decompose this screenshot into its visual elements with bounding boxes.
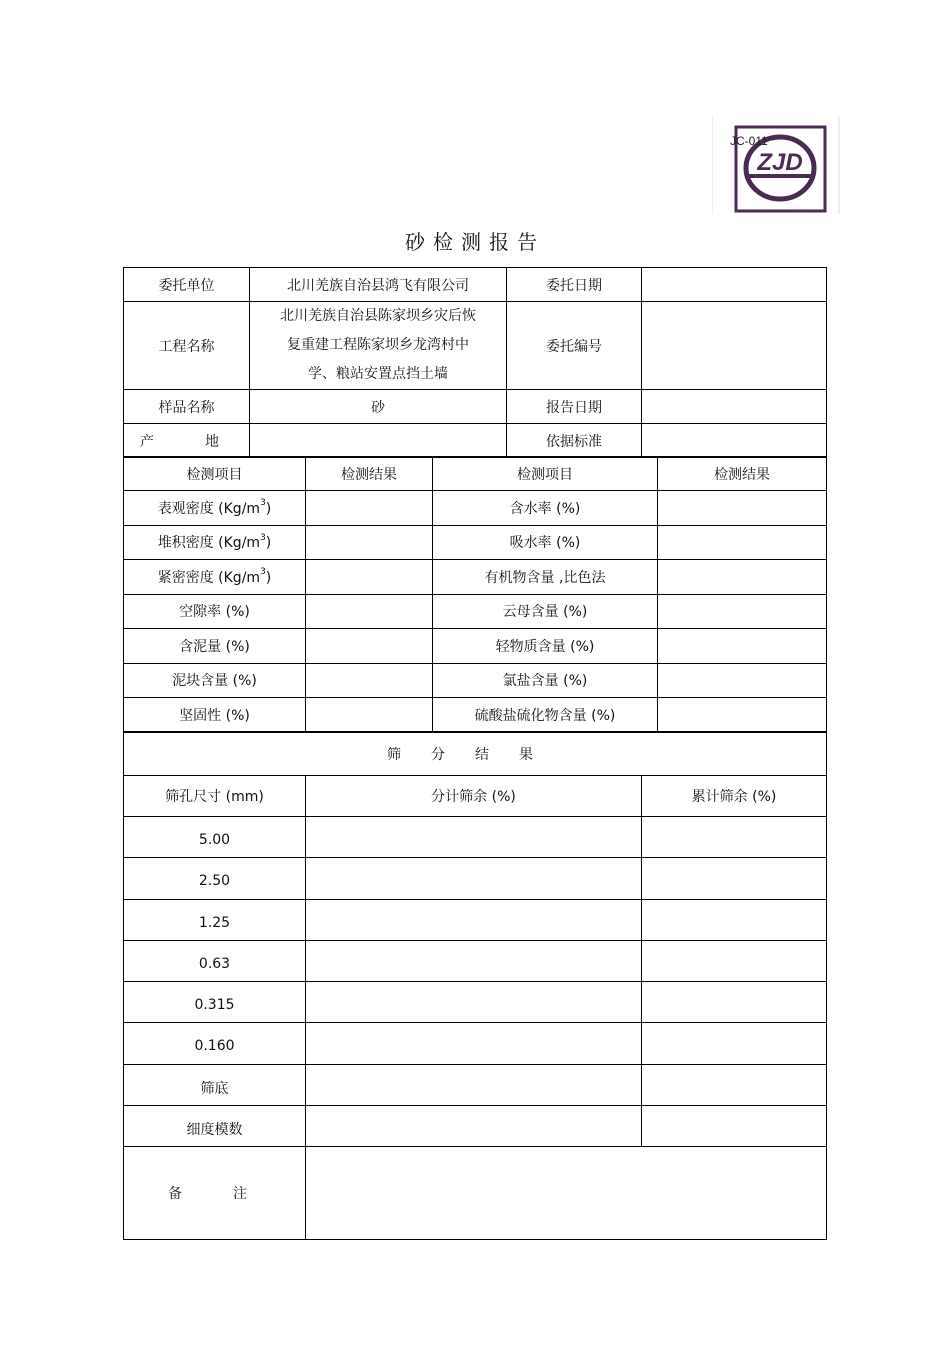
tests-table <box>123 456 827 733</box>
test-item-left: 空隙率 (%) <box>124 594 306 629</box>
table-row <box>124 525 827 560</box>
test-result-right <box>658 594 827 629</box>
sieve-size: 0.160 <box>124 1023 306 1064</box>
table-row <box>124 663 827 698</box>
test-item-right: 轻物质含量 (%) <box>433 629 658 664</box>
sieve-size: 5.00 <box>124 817 306 858</box>
test-result-left <box>306 491 433 526</box>
test-item-left: 坚固性 (%) <box>124 698 306 733</box>
sample-value: 砂 <box>250 390 507 424</box>
client-value: 北川羌族自治县鸿飞有限公司 <box>250 268 507 302</box>
test-item-right: 含水率 (%) <box>433 491 658 526</box>
remarks-label: 备 注 <box>124 1147 306 1240</box>
project-value <box>250 302 507 390</box>
table-row <box>124 698 827 733</box>
remarks-value <box>306 1147 827 1240</box>
form-code: JC-011 <box>730 134 768 148</box>
partial-residue-value <box>306 982 642 1023</box>
company-logo-icon <box>712 116 840 214</box>
test-result-left <box>306 663 433 698</box>
fineness-modulus-label: 细度模数 <box>124 1105 306 1146</box>
cumulative-residue-value <box>642 940 827 981</box>
partial-residue-value <box>306 817 642 858</box>
project-line: 北川羌族自治县陈家坝乡灾后恢 <box>280 308 476 324</box>
info-table <box>123 267 827 458</box>
test-item-left: 表观密度 $(Kg/m^3)$ <box>124 491 306 526</box>
table-row <box>124 560 827 595</box>
col-sieve-size: 筛孔尺寸 (mm) <box>124 776 306 817</box>
test-item-left: 紧密密度 $(Kg/m^3)$ <box>124 560 306 595</box>
cumulative-residue-value <box>642 817 827 858</box>
col-cumulative-residue: 累计筛余 (%) <box>642 776 827 817</box>
table-row <box>124 940 827 981</box>
col-test-item: 检测项目 <box>433 457 658 491</box>
sample-label: 样品名称 <box>124 390 250 424</box>
cumulative-residue-value <box>642 858 827 899</box>
test-item-right: 有机物含量 ,比色法 <box>433 560 658 595</box>
sieve-size: 筛底 <box>124 1064 306 1105</box>
sieve-size: 2.50 <box>124 858 306 899</box>
cumulative-residue-value <box>642 1023 827 1064</box>
report-title: 砂检测报告 <box>405 230 545 254</box>
partial-residue-value <box>306 1064 642 1105</box>
test-result-right <box>658 663 827 698</box>
commission-date-label: 委托日期 <box>507 268 642 302</box>
commission-no-value <box>642 302 827 390</box>
svg-text:ZJD: ZJD <box>757 149 803 176</box>
commission-date-value <box>642 268 827 302</box>
table-row <box>124 629 827 664</box>
partial-residue-value <box>306 1023 642 1064</box>
test-result-left <box>306 629 433 664</box>
test-result-right <box>658 560 827 595</box>
table-row <box>124 858 827 899</box>
cumulative-residue-value <box>642 1064 827 1105</box>
cumulative-residue-value <box>642 899 827 940</box>
partial-residue-value <box>306 858 642 899</box>
table-row <box>124 1023 827 1064</box>
test-item-left: 堆积密度 $(Kg/m^3)$ <box>124 525 306 560</box>
col-test-item: 检测项目 <box>124 457 306 491</box>
fineness-modulus-value <box>306 1105 642 1146</box>
test-item-right: 云母含量 (%) <box>433 594 658 629</box>
test-result-right <box>658 698 827 733</box>
project-line: 学、粮站安置点挡土墙 <box>308 366 448 382</box>
col-test-result: 检测结果 <box>658 457 827 491</box>
test-result-left <box>306 525 433 560</box>
table-row <box>124 817 827 858</box>
client-label: 委托单位 <box>124 268 250 302</box>
origin-value <box>250 424 507 458</box>
test-result-right <box>658 525 827 560</box>
report-date-label: 报告日期 <box>507 390 642 424</box>
project-label: 工程名称 <box>124 302 250 390</box>
sieve-size: 1.25 <box>124 899 306 940</box>
sieve-title: 筛分结果 <box>124 732 827 776</box>
table-row <box>124 899 827 940</box>
standard-label: 依据标准 <box>507 424 642 458</box>
test-result-right <box>658 629 827 664</box>
test-result-left <box>306 698 433 733</box>
report-date-value <box>642 390 827 424</box>
test-item-right: 氯盐含量 (%) <box>433 663 658 698</box>
sieve-size: 0.63 <box>124 940 306 981</box>
test-item-left: 含泥量 (%) <box>124 629 306 664</box>
table-row <box>124 1105 827 1146</box>
sieve-size: 0.315 <box>124 982 306 1023</box>
table-row <box>124 491 827 526</box>
partial-residue-value <box>306 899 642 940</box>
partial-residue-value <box>306 940 642 981</box>
test-result-right <box>658 491 827 526</box>
test-result-left <box>306 594 433 629</box>
test-result-left <box>306 560 433 595</box>
fineness-modulus-extra <box>642 1105 827 1146</box>
cumulative-residue-value <box>642 982 827 1023</box>
commission-no-label: 委托编号 <box>507 302 642 390</box>
col-test-result: 检测结果 <box>306 457 433 491</box>
table-row <box>124 1064 827 1105</box>
test-item-left: 泥块含量 (%) <box>124 663 306 698</box>
standard-value <box>642 424 827 458</box>
test-item-right: 吸水率 (%) <box>433 525 658 560</box>
table-row <box>124 594 827 629</box>
col-partial-residue: 分计筛余 (%) <box>306 776 642 817</box>
origin-label: 产 地 <box>124 424 250 458</box>
sieve-table <box>123 731 827 1240</box>
table-row <box>124 982 827 1023</box>
project-line: 复重建工程陈家坝乡龙湾村中 <box>287 337 469 353</box>
test-item-right: 硫酸盐硫化物含量 (%) <box>433 698 658 733</box>
